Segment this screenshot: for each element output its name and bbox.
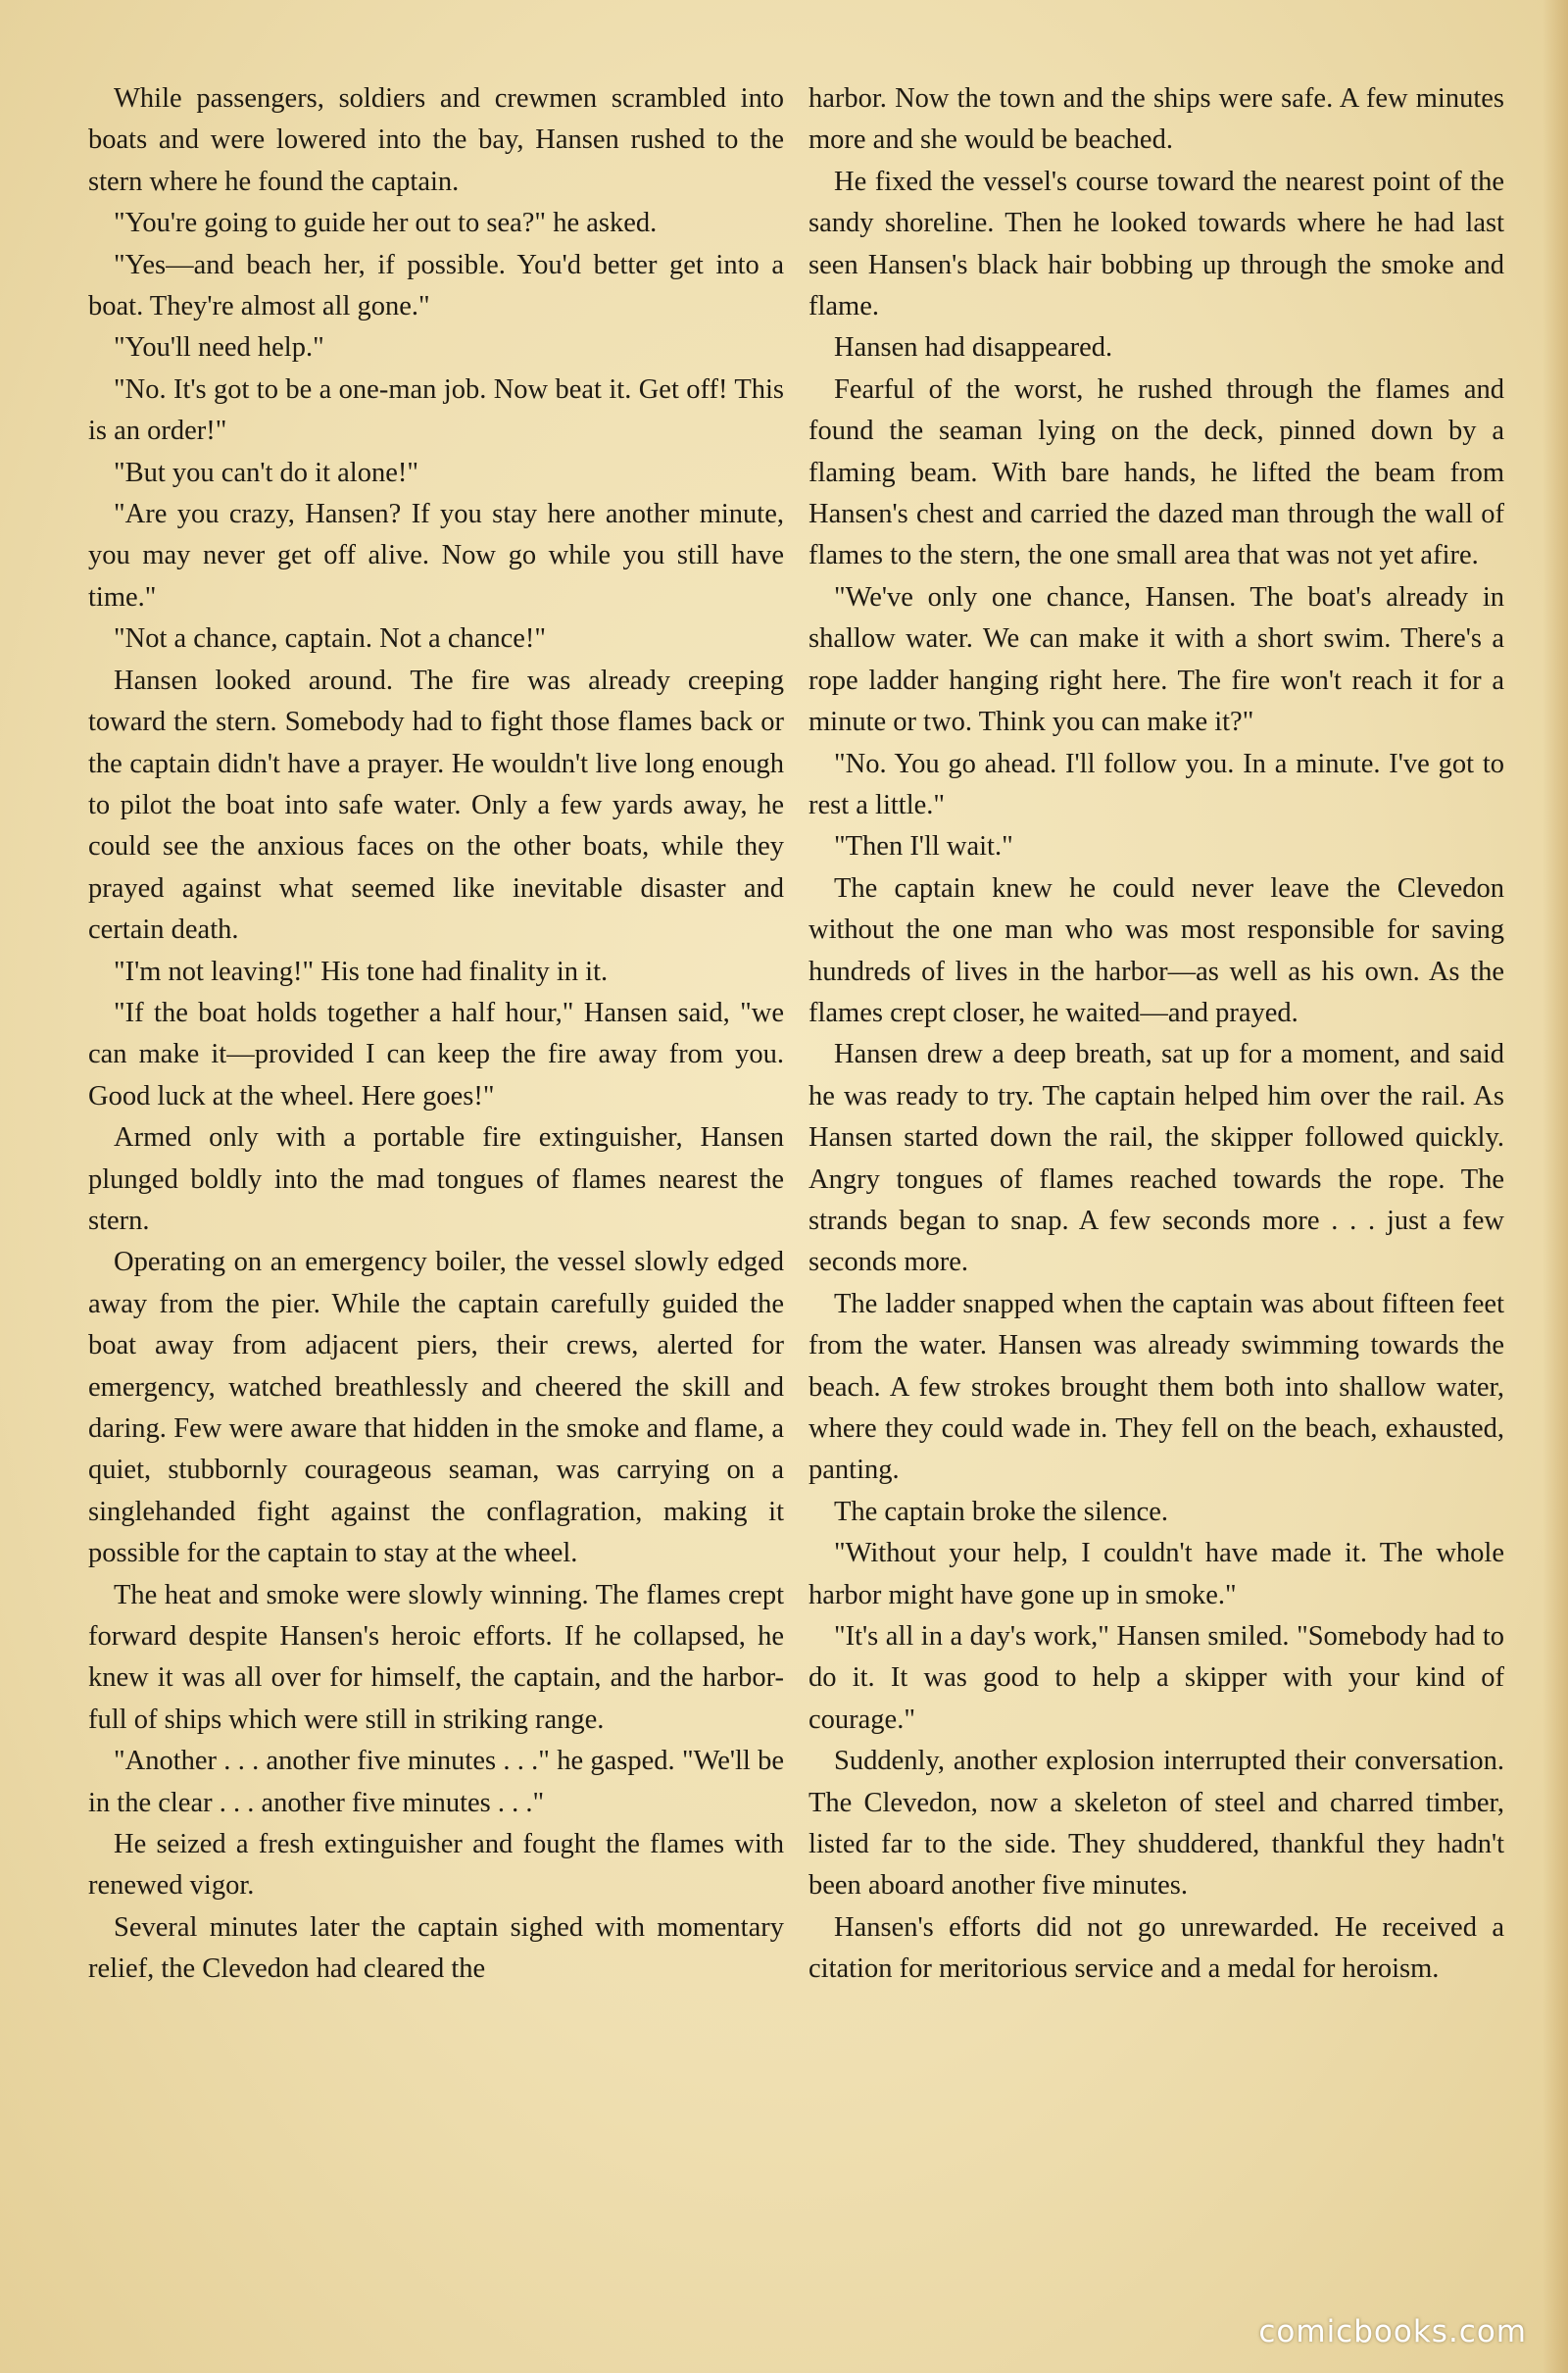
paragraph: "Are you crazy, Hansen? If you stay here another minute, you may never get off alive. Now go while you still have time." <box>88 499 784 613</box>
paragraph: "We've only one chance, Hansen. The boat's already in shallow water. We can make it with a short swim. There's a rope ladder hanging right here. The fire won't reach it for a minute or two. Think you can make it?" <box>808 581 1504 738</box>
paragraph: "But you can't do it alone!" <box>114 457 418 488</box>
left-text-column <box>88 78 784 1991</box>
watermark-text: comicbooks.com <box>1258 2314 1527 2349</box>
paragraph: The captain broke the silence. <box>834 1496 1169 1527</box>
paragraph: Fearful of the worst, he rushed through the flames and found the seaman lying on the deck, pinned down by a flaming beam. With bare hands, he lifted the beam from Hansen's chest and carried the dazed man through the wall of flames to the stern, the one small area that was not yet afire. <box>808 373 1504 571</box>
paragraph: Armed only with a portable fire extinguisher, Hansen plunged boldly into the mad tongues of flames nearest the stern. <box>88 1122 784 1236</box>
paragraph: "Another . . . another five minutes . . ." he gasped. "We'll be in the clear . . . another five minutes . . ." <box>88 1746 784 1818</box>
paragraph: The captain knew he could never leave the Clevedon without the one man who was most responsible for saving hundreds of lives in the harbor—as well as his own. As the flames crept closer, he waited—and prayed. <box>808 872 1504 1028</box>
paragraph-continued: harbor. Now the town and the ships were safe. A few minutes more and she would be beached. <box>808 83 1504 156</box>
paragraph: Operating on an emergency boiler, the vessel slowly edged away from the pier. While the captain carefully guided the boat away from adjacent piers, their crews, alerted for emergency, watched breathlessly and cheered the skill and daring. Few were aware that hidden in the smoke and flame, a quiet, stubbornly courageous seaman, was carrying on a singlehanded fight against the conflagration, making it possible for the captain to stay at the wheel. <box>88 1247 784 1569</box>
paragraph: "Not a chance, captain. Not a chance!" <box>114 623 547 655</box>
paragraph: "You'll need help." <box>114 332 324 364</box>
paragraph: He seized a fresh extinguisher and fought the flames with renewed vigor. <box>88 1829 784 1902</box>
paragraph: Hansen drew a deep breath, sat up for a moment, and said he was ready to try. The captain helped him over the rail. As Hansen started down the rail, the skipper followed quickly. Angry tongues of flames reached towards the rope. The strands began to snap. A few seconds more . . . just a few seconds more. <box>808 1039 1504 1278</box>
paragraph: Hansen looked around. The fire was already creeping toward the stern. Somebody had to fight those flames back or the captain didn't have a prayer. He wouldn't live long enough to pilot the boat into safe water. Only a few yards away, he could see the anxious faces on the other boats, while they prayed against what seemed like inevitable disaster and certain death. <box>88 665 784 946</box>
paragraph: "I'm not leaving!" His tone had finality in it. <box>114 956 609 987</box>
right-text-column <box>808 78 1504 1991</box>
paragraph: "No. You go ahead. I'll follow you. In a minute. I've got to rest a little." <box>808 748 1504 820</box>
paragraph: Hansen had disappeared. <box>834 332 1113 364</box>
paragraph: Several minutes later the captain sighed with momentary relief, the Clevedon had cleared the <box>88 1911 784 1985</box>
paragraph: "It's all in a day's work," Hansen smiled. "Somebody had to do it. It was good to help a skipper with your kind of courage." <box>808 1621 1504 1735</box>
paragraph: While passengers, soldiers and crewmen scrambled into boats and were lowered into the bay, Hansen rushed to the stern where he found the captain. <box>88 83 784 197</box>
paragraph: "Yes—and beach her, if possible. You'd better get into a boat. They're almost all gone." <box>88 249 784 322</box>
paragraph: Suddenly, another explosion interrupted their conversation. The Clevedon, now a skeleton of steel and charred timber, listed far to the side. They shuddered, thankful they hadn't been aboard another five minutes. <box>808 1746 1504 1902</box>
paragraph: The heat and smoke were slowly winning. The flames crept forward despite Hansen's heroic efforts. If he collapsed, he knew it was all over for himself, the captain, and the harbor-full of ships which were still in striking range. <box>88 1579 784 1735</box>
paragraph: Hansen's efforts did not go unrewarded. He received a citation for meritorious service and a medal for heroism. <box>808 1911 1504 1985</box>
paragraph: The ladder snapped when the captain was about fifteen feet from the water. Hansen was already swimming towards the beach. A few strokes brought them both into shallow water, where they could wade in. They fell on the beach, exhausted, panting. <box>808 1288 1504 1486</box>
paragraph: "Then I'll wait." <box>834 831 1013 863</box>
paragraph: "If the boat holds together a half hour," Hansen said, "we can make it—provided I can keep the fire away from you. Good luck at the wheel. Here goes!" <box>88 997 784 1112</box>
paragraph: "No. It's got to be a one-man job. Now beat it. Get off! This is an order!" <box>88 373 784 447</box>
paragraph: "You're going to guide her out to sea?" he asked. <box>114 208 658 239</box>
paragraph: He fixed the vessel's course toward the nearest point of the sandy shoreline. Then he looked towards where he had last seen Hansen's black hair bobbing up through the smoke and flame. <box>808 166 1504 322</box>
paragraph: "Without your help, I couldn't have made it. The whole harbor might have gone up in smoke." <box>808 1538 1504 1610</box>
